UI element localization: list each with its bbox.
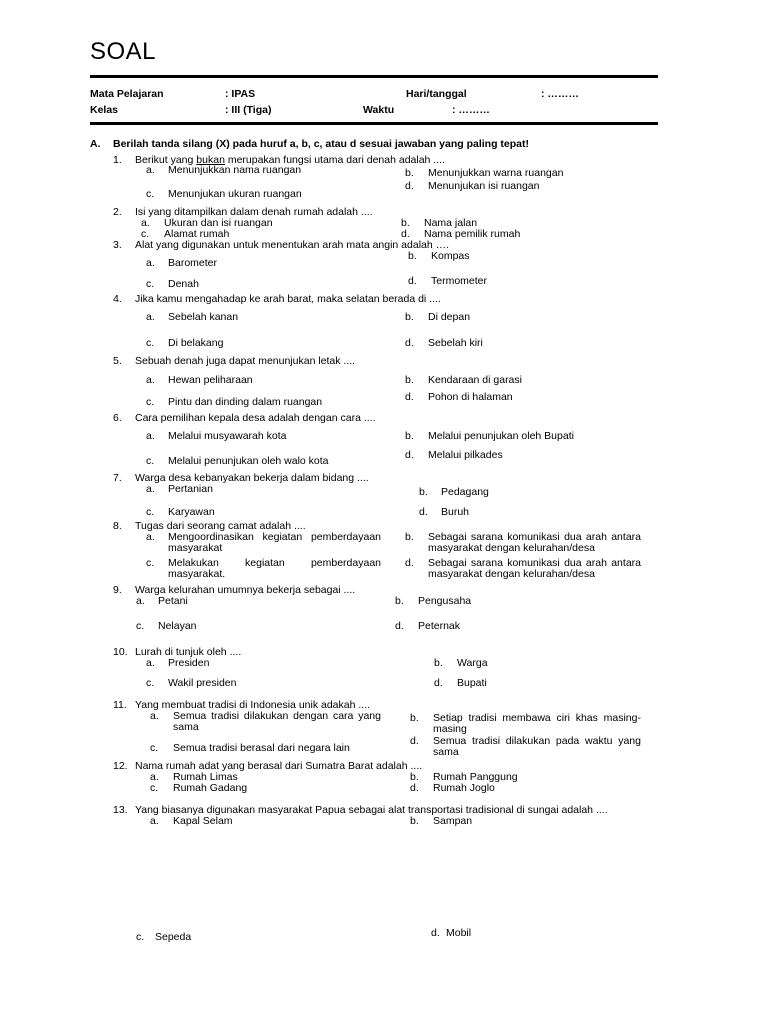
option-letter: c.	[136, 931, 145, 943]
option-letter: a.	[146, 257, 155, 269]
question-number: 12.	[113, 760, 128, 772]
option-letter: c.	[141, 228, 150, 240]
question-number: 9.	[113, 584, 122, 596]
day-label: Hari/tanggal	[406, 88, 467, 100]
option-letter: b.	[410, 815, 419, 827]
question-number: 4.	[113, 293, 122, 305]
question-text: Yang membuat tradisi di Indonesia unik adakah ....	[135, 699, 371, 711]
option-text: Menunjukkan nama ruangan	[168, 164, 302, 176]
option-text: Sebagai sarana komunikasi dua arah antara	[428, 557, 641, 569]
question-number: 3.	[113, 239, 122, 251]
option-letter: d.	[434, 677, 443, 689]
option-letter: b.	[401, 217, 410, 229]
option-text: Semua tradisi dilakukan dengan cara yang	[173, 710, 381, 722]
option-text: Pengusaha	[418, 595, 472, 607]
option-text-cont: masyarakat dengan kelurahan/desa	[428, 542, 595, 554]
option-letter: a.	[146, 531, 155, 543]
question-text: Sebuah denah juga dapat menunjukan letak ....	[135, 355, 356, 367]
day-value: : ………	[541, 88, 579, 100]
option-letter: d.	[405, 337, 414, 349]
option-text: Wakil presiden	[168, 677, 237, 689]
option-letter: d.	[405, 180, 414, 192]
option-text: Pertanian	[168, 483, 213, 495]
option-text: Pedagang	[441, 486, 489, 498]
option-text: Hewan peliharaan	[168, 374, 253, 386]
page-title: SOAL	[90, 38, 157, 65]
option-text: Termometer	[431, 275, 488, 287]
question-text: Tugas dari seorang camat adalah ....	[135, 520, 306, 532]
option-letter: c.	[146, 455, 155, 467]
option-text: Peternak	[418, 620, 461, 632]
option-text: Rumah Limas	[173, 771, 238, 783]
option-letter: a.	[146, 483, 155, 495]
question-number: 11.	[113, 699, 127, 711]
section-letter: A.	[90, 138, 101, 150]
option-letter: b.	[408, 250, 417, 262]
option-text-cont: masyarakat dengan kelurahan/desa	[428, 568, 595, 580]
option-text-cont: masing	[433, 723, 467, 735]
option-letter: c.	[146, 278, 155, 290]
subject-label: Mata Pelajaran	[90, 88, 164, 100]
option-letter: d.	[395, 620, 404, 632]
option-text-cont: masyarakat	[168, 542, 223, 554]
question-number: 2.	[113, 206, 122, 218]
option-letter: d.	[419, 506, 428, 518]
option-text: Bupati	[457, 677, 487, 689]
option-text: Melalui penunjukan oleh walo kota	[168, 455, 329, 467]
option-text: Rumah Gadang	[173, 782, 248, 794]
option-letter: a.	[150, 710, 159, 722]
time-value: : ………	[452, 104, 490, 116]
option-text: Menunjukan isi ruangan	[428, 180, 540, 192]
option-text: Menunjukan ukuran ruangan	[168, 188, 302, 200]
option-letter: b.	[405, 430, 414, 442]
option-text: Sebelah kiri	[428, 337, 483, 349]
question-number: 1.	[113, 154, 122, 166]
option-letter: c.	[146, 188, 155, 200]
option-letter: b.	[410, 771, 419, 783]
question-number: 7.	[113, 472, 122, 484]
option-text: Sebelah kanan	[168, 311, 239, 323]
question-text: Jika kamu mengahadap ke arah barat, maka selatan berada di ....	[135, 293, 441, 305]
option-text: Karyawan	[168, 506, 215, 518]
question-text: Yang biasanya digunakan masyarakat Papua sebagai alat transportasi tradisional di sungai adalah ....	[135, 804, 608, 816]
option-letter: a.	[146, 657, 155, 669]
option-text: Barometer	[168, 257, 218, 269]
option-text: Sebagai sarana komunikasi dua arah antara	[428, 531, 641, 543]
subject-value: : IPAS	[225, 88, 256, 100]
question-number: 6.	[113, 412, 122, 424]
option-text: Ukuran dan isi ruangan	[164, 217, 273, 229]
option-letter: c.	[146, 557, 155, 569]
option-text: Nama pemilik rumah	[424, 228, 521, 240]
option-text-cont: sama	[173, 721, 199, 733]
option-text: Nama jalan	[424, 217, 478, 229]
header-divider	[90, 122, 658, 125]
option-letter: d.	[408, 275, 417, 287]
class-label: Kelas	[90, 104, 119, 116]
option-letter: d.	[431, 927, 440, 939]
option-letter: b.	[419, 486, 428, 498]
option-letter: b.	[405, 311, 414, 323]
option-letter: c.	[146, 337, 155, 349]
option-text: Di depan	[428, 311, 471, 323]
question-number: 10.	[113, 646, 128, 658]
option-text: Kapal Selam	[173, 815, 233, 827]
option-text: Buruh	[441, 506, 470, 518]
emphasis-word: bukan	[196, 154, 225, 166]
option-text: Melalui pilkades	[428, 449, 503, 461]
option-letter: d.	[405, 449, 414, 461]
option-text: Menunjukkan warna ruangan	[428, 167, 564, 179]
question-text: Warga desa kebanyakan bekerja dalam bidang ....	[135, 472, 369, 484]
question-text: Nama rumah adat yang berasal dari Sumatra Barat adalah ....	[135, 760, 423, 772]
option-text: Mobil	[446, 927, 472, 939]
question-text: Lurah di tunjuk oleh ....	[135, 646, 242, 658]
section-instruction: Berilah tanda silang (X) pada huruf a, b, c, atau d sesuai jawaban yang paling tepat!	[113, 138, 530, 150]
option-text-cont: masyarakat.	[168, 568, 226, 580]
option-letter: d.	[410, 735, 419, 747]
option-text: Semua tradisi dilakukan pada waktu yang	[433, 735, 641, 747]
option-letter: a.	[146, 430, 155, 442]
option-text: Setiap tradisi membawa ciri khas masing-	[433, 712, 641, 724]
option-text: Petani	[158, 595, 188, 607]
option-letter: a.	[150, 771, 159, 783]
option-letter: c.	[136, 620, 145, 632]
option-text: Pohon di halaman	[428, 391, 513, 403]
time-label: Waktu	[363, 104, 395, 116]
question-text: Isi yang ditampilkan dalam denah rumah adalah ....	[135, 206, 373, 218]
option-text: Warga	[457, 657, 488, 669]
option-letter: a.	[141, 217, 150, 229]
option-text: Pintu dan dinding dalam ruangan	[168, 396, 323, 408]
question-number: 5.	[113, 355, 122, 367]
option-letter: b.	[410, 712, 419, 724]
option-text: Rumah Panggung	[433, 771, 518, 783]
option-letter: a.	[136, 595, 145, 607]
option-letter: c.	[146, 506, 155, 518]
option-letter: b.	[405, 167, 414, 179]
option-letter: c.	[146, 396, 155, 408]
option-letter: b.	[434, 657, 443, 669]
option-letter: c.	[150, 742, 159, 754]
option-text: Sepeda	[155, 931, 192, 943]
option-text: Kendaraan di garasi	[428, 374, 522, 386]
option-text: Di belakang	[168, 337, 224, 349]
option-text: Rumah Joglo	[433, 782, 495, 794]
class-value: : III (Tiga)	[225, 104, 272, 116]
option-letter: a.	[146, 374, 155, 386]
option-letter: a.	[146, 164, 155, 176]
option-letter: a.	[150, 815, 159, 827]
option-text-cont: sama	[433, 746, 459, 758]
question-number: 8.	[113, 520, 122, 532]
option-text: Denah	[168, 278, 199, 290]
option-letter: b.	[395, 595, 404, 607]
option-letter: d.	[410, 782, 419, 794]
option-text: Nelayan	[158, 620, 197, 632]
option-letter: c.	[146, 677, 155, 689]
option-letter: a.	[146, 311, 155, 323]
option-letter: b.	[405, 374, 414, 386]
question-text: Berikut yang bukan merupakan fungsi utama dari denah adalah ....	[135, 154, 445, 166]
option-letter: d.	[405, 557, 414, 569]
question-text: Cara pemilihan kepala desa adalah dengan cara ....	[135, 412, 376, 424]
option-text: Melakukan kegiatan pemberdayaan	[168, 557, 381, 569]
option-text: Semua tradisi berasal dari negara lain	[173, 742, 350, 754]
option-text: Sampan	[433, 815, 473, 827]
option-text: Alamat rumah	[164, 228, 230, 240]
question-text: Alat yang digunakan untuk menentukan arah mata angin adalah ….	[135, 239, 450, 251]
option-letter: d.	[401, 228, 410, 240]
option-text: Melalui musyawarah kota	[168, 430, 287, 442]
top-divider	[90, 75, 658, 78]
option-text: Melalui penunjukan oleh Bupati	[428, 430, 574, 442]
option-text: Kompas	[431, 250, 470, 262]
option-letter: d.	[405, 391, 414, 403]
option-text: Presiden	[168, 657, 210, 669]
question-text: Warga kelurahan umumnya bekerja sebagai ....	[135, 584, 356, 596]
option-letter: c.	[150, 782, 159, 794]
option-text: Mengoordinasikan kegiatan pemberdayaan	[168, 531, 381, 543]
option-letter: b.	[405, 531, 414, 543]
question-number: 13.	[113, 804, 128, 816]
